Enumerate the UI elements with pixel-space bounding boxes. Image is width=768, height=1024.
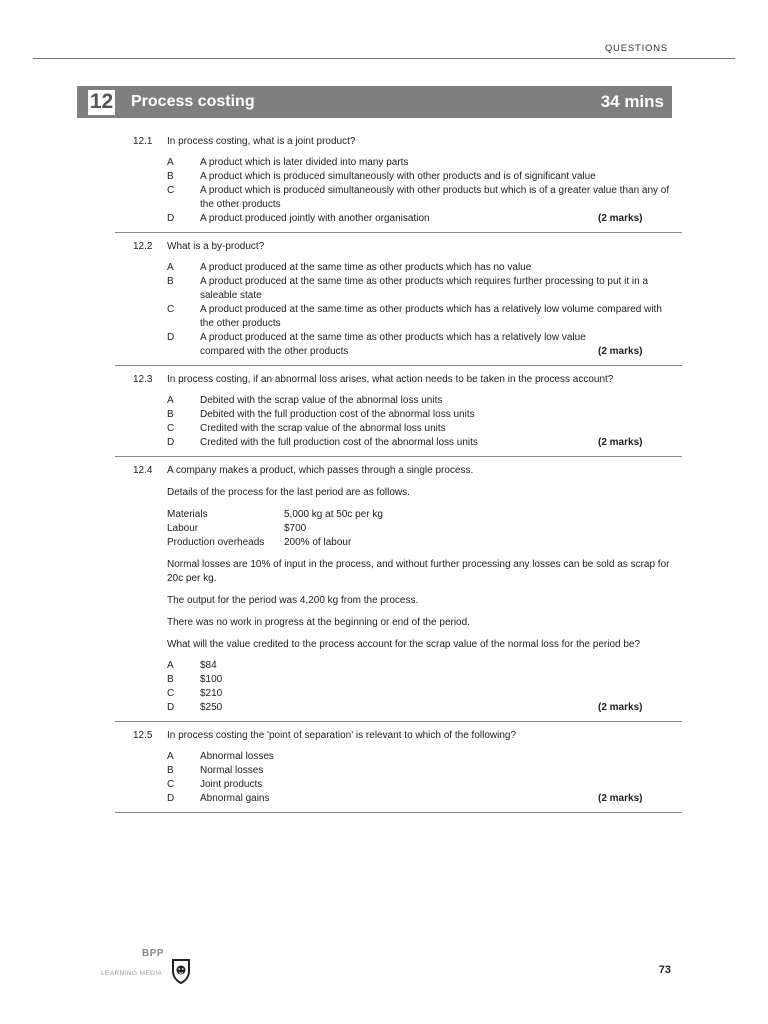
option-c [167,778,682,792]
chapter-time: 34 mins [600,92,664,111]
option-letter: A [167,660,174,671]
option-letter: D [167,332,175,343]
question-text: What is a by-product? [167,241,265,252]
chapter-banner [77,86,672,118]
option-letter: C [167,423,175,434]
question-12-1 [115,135,682,233]
option-c [167,422,682,436]
logo-name: BPP [142,948,165,959]
question-number: 12.4 [133,465,153,476]
option-d [167,701,682,715]
chapter-title: Process costing [131,93,255,110]
question-paragraph: There was no work in progress at the beginning or end of the period. [167,617,470,628]
detail-value: 200% of labour [284,537,352,548]
detail-row [167,508,682,522]
option-letter: A [167,157,174,168]
option-text: Normal losses [200,765,264,776]
option-d [167,212,682,226]
option-letter: D [167,793,175,804]
option-letter: C [167,185,175,196]
option-text: A product which is produced simultaneously with other products and is of significant value [200,171,596,182]
question-list [115,135,682,820]
publisher-logo [101,946,191,986]
answer-options [167,750,682,806]
question-number: 12.1 [133,136,153,147]
question-paragraph: What will the value credited to the process account for the scrap value of the normal loss for the period be? [167,639,641,650]
marks-label: (2 marks) [598,346,643,357]
option-c [167,687,682,701]
option-letter: D [167,213,175,224]
chapter-number: 12 [89,90,114,113]
question-12-5 [115,729,682,813]
option-b [167,275,682,303]
option-text: Debited with the full production cost of the abnormal loss units [200,409,475,420]
option-a [167,156,682,170]
option-letter: B [167,409,174,420]
option-a [167,750,682,764]
answer-options [167,394,682,450]
question-12-3 [115,373,682,457]
question-12-2 [115,240,682,366]
option-letter: C [167,688,175,699]
option-text: Joint products [200,779,263,790]
option-text: A product produced at the same time as other products which has no value [200,262,532,273]
marks-label: (2 marks) [598,793,643,804]
question-text: In process costing, what is a joint product? [167,136,356,147]
page-number: 73 [658,964,671,976]
running-head: QUESTIONS [604,43,668,54]
option-text: Abnormal losses [200,751,274,762]
question-paragraph: Normal losses are 10% of input in the process, and without further processing any losses can be sold as scrap for 20c per kg. [167,559,670,584]
option-text: Credited with the scrap value of the abnormal loss units [200,423,446,434]
detail-label: Production overheads [167,537,265,548]
option-a [167,261,682,275]
option-letter: A [167,395,174,406]
option-letter: B [167,171,174,182]
option-text: Abnormal gains [200,793,270,804]
option-c [167,184,682,212]
question-text: In process costing the 'point of separation' is relevant to which of the following? [167,730,517,741]
option-d [167,792,682,806]
detail-value: $700 [284,523,307,534]
option-b [167,408,682,422]
option-d [167,331,682,359]
logo-subtitle: LEARNING MEDIA [101,970,163,977]
option-text: A product produced at the same time as other products which has a relatively low volume compared with the other products [200,304,662,329]
option-letter: B [167,674,174,685]
option-letter: C [167,304,175,315]
marks-label: (2 marks) [598,213,643,224]
option-a [167,659,682,673]
option-text: Debited with the scrap value of the abnormal loss units [200,395,443,406]
option-text: A product produced jointly with another organisation [200,213,430,224]
option-text: $100 [200,674,223,685]
option-text: A product which is produced simultaneously with other products but which is of a greater value than any of the other products [200,185,670,210]
answer-options [167,261,682,359]
option-letter: C [167,779,175,790]
lion-shield-icon [171,958,191,984]
option-text: A product produced at the same time as other products which has a relatively low value compared with the other products [200,332,586,357]
detail-label: Materials [167,509,208,520]
option-letter: D [167,702,175,713]
detail-value: 5,000 kg at 50c per kg [284,509,383,520]
detail-label: Labour [167,523,199,534]
option-c [167,303,682,331]
option-letter: D [167,437,175,448]
question-text: In process costing, if an abnormal loss arises, what action needs to be taken in the process account? [167,374,614,385]
option-d [167,436,682,450]
question-number: 12.3 [133,374,153,385]
question-intro: Details of the process for the last period are as follows. [167,487,410,498]
option-text: A product produced at the same time as other products which requires further processing to put it in a saleable state [200,276,649,301]
question-text: A company makes a product, which passes through a single process. [167,465,474,476]
option-b [167,673,682,687]
marks-label: (2 marks) [598,702,643,713]
detail-row [167,522,682,536]
question-paragraph: The output for the period was 4,200 kg from the process. [167,595,419,606]
option-letter: A [167,751,174,762]
option-a [167,394,682,408]
question-number: 12.5 [133,730,153,741]
process-details [167,508,682,550]
option-text: $210 [200,688,223,699]
option-letter: A [167,262,174,273]
question-12-4 [115,464,682,722]
detail-row [167,536,682,550]
option-text: $250 [200,702,223,713]
option-text: $84 [200,660,217,671]
answer-options [167,659,682,715]
option-b [167,764,682,778]
option-text: A product which is later divided into many parts [200,157,409,168]
marks-label: (2 marks) [598,437,643,448]
option-b [167,170,682,184]
option-text: Credited with the full production cost of the abnormal loss units [200,437,478,448]
header-rule [33,58,735,59]
option-letter: B [167,276,174,287]
answer-options [167,156,682,226]
option-letter: B [167,765,174,776]
question-number: 12.2 [133,241,153,252]
